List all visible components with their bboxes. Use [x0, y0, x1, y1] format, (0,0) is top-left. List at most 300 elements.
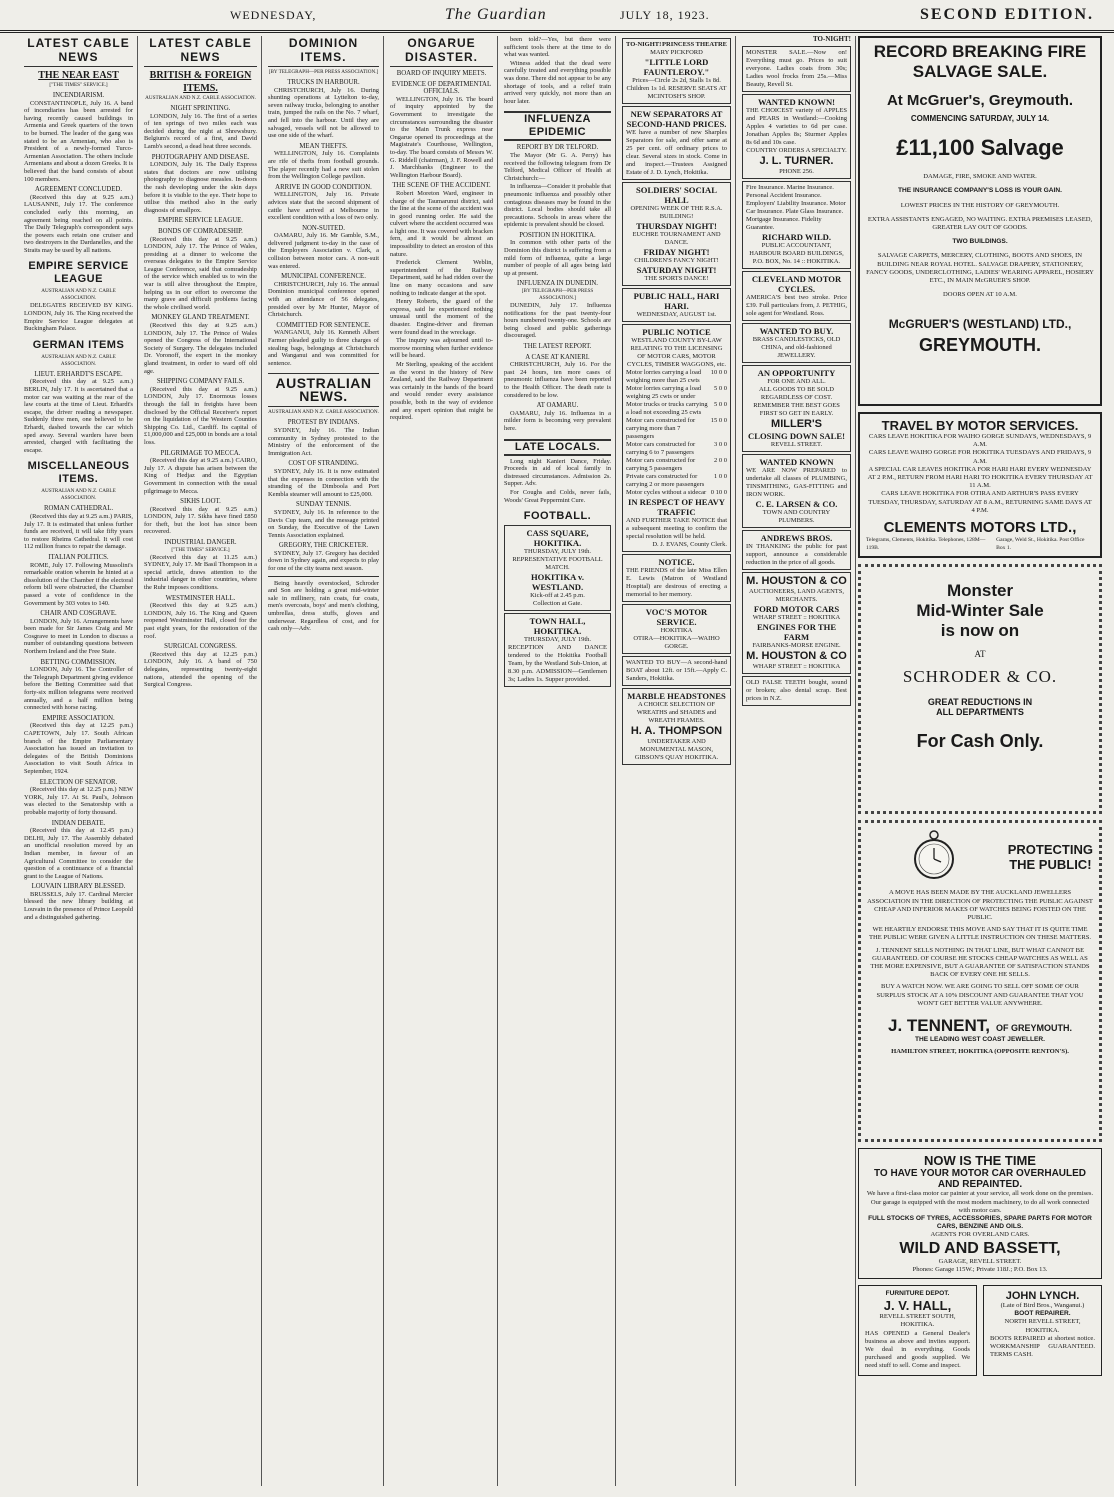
- ad-line: THE INSURANCE COMPANY'S LOSS IS YOUR GAIN.: [898, 187, 1062, 195]
- ad-line: GREAT REDUCTIONS IN: [927, 697, 1033, 708]
- motor-service-ad: [622, 604, 731, 654]
- article-body: (Received this day at 9.25 a.m.) PARIS, July 17. It is estimated that unless further funds are received, it will take fifty years to restore Rheims Cathedral. It will cost 112 million francs to repair the damage.: [24, 512, 133, 551]
- ad-line: REVELL STREET SOUTH, HOKITIKA.: [879, 1313, 956, 1329]
- dance-ad: [504, 613, 611, 687]
- article-body: BRUSSELS, July 17. Cardinal Mercier blessed the new library building at Louvain in the presence of Prince Leopold and a distinguished gathering.: [24, 890, 133, 921]
- credit-line: [BY TELEGRAPH—PER PRESS ASSOCIATION.]: [521, 288, 594, 302]
- ad-line: Mid-Winter Sale: [916, 601, 1044, 621]
- ad-line: Prices—Circle 2s 2d, Stalls 1s 8d. Children 1s 1d. RESERVE SEATS AT MCINTOSH'S SHOP.: [626, 77, 727, 100]
- ad-title: WANTED TO BUY.: [759, 325, 834, 336]
- article-title: CHAIR AND COSGRAVE.: [40, 610, 117, 618]
- ad-line: P.O. BOX, No. 14 :: HOKITIKA.: [752, 257, 841, 265]
- ad-line: At McGruer's, Greymouth.: [886, 92, 1074, 109]
- ad-line: CLOSING DOWN SALE!: [748, 430, 845, 441]
- masthead-paper-name: The Guardian: [445, 6, 547, 23]
- ad-line: IN THANKING the public for past support, announce a considerable reduction in the price of all goods.: [746, 542, 847, 566]
- ad-line: PHONE 256.: [779, 167, 814, 175]
- ad-line: CHILDREN'S FANCY NIGHT!: [634, 257, 719, 264]
- headstones-ad: [622, 688, 731, 765]
- article-body: (Received this day at 9.25 a.m.) LONDON, July 17. Sikhs have fined £850 for theft, but the loot has since been recovered.: [144, 505, 257, 536]
- ad-line: LOWEST PRICES IN THE HISTORY OF GREYMOUTH.: [900, 201, 1060, 209]
- ad-line: THE SPORTS DANCE!: [644, 275, 709, 282]
- ad-line: MARY PICKFORD: [650, 49, 703, 56]
- article-title: INFLUENZA IN DUNEDIN.: [517, 280, 598, 288]
- fee-label: Motor cars constructed for carrying 6 to 7 passengers: [626, 441, 696, 456]
- ad-line: J. TENNENT,: [887, 1016, 991, 1036]
- article-body: (Received this day at 9.25 a.m.) LONDON, July 17. The Prince of Wales opened the Congress of the International Society of Surgery. The delegates included Dr. Voronoff, the expert in the monkey gland treatment, in order to ward off old age.: [144, 322, 257, 375]
- pocket-watch-icon: [913, 829, 955, 881]
- article-body: (Received this day at 9.25 a.m.) CAIRO, July 17. A dispute has arisen between the King of Hedjaz and the Egyptian Government in connection with the usual pilgrimage to Mecca.: [144, 457, 257, 495]
- article-body: In common with other parts of the Dominion this district is suffering from a mild form of influenza, quite a large number of people of all ages being laid up at present.: [504, 239, 611, 277]
- ad-line: EXTRA ASSISTANTS ENGAGED, NO WAITING. EXTRA PREMISES LEASED, GREATER LAY OUT OF GOODS.: [867, 215, 1093, 232]
- article-title: INDIAN DEBATE.: [51, 819, 106, 827]
- ad-line: WE ARE NOW PREPARED to undertake all classes of PLUMBING, TINSMITHING, GAS-FITTING and IRON WORK.: [746, 466, 847, 498]
- ad-line: FAIRBANKS-MORSE ENGINE.: [752, 641, 841, 649]
- section-heading: ONGARUE DISASTER.: [390, 36, 493, 67]
- ad-line: Phones: Garage 115W.; Private 118J.; P.O. Box 13.: [912, 1265, 1048, 1273]
- article-body: (Received this day at 9.25 a.m.) LONDON, July 17. Enormous losses through the fall in freights have been disclosed by the Official Receiver's report on the liquidation of the Western Counties Shipping Co. Ltd., Cardiff. Its capital of £1,000,000 and £25,000 in bonds are a total loss.: [144, 385, 257, 446]
- section-subheading: BRITISH & FOREIGN ITEMS.: [149, 70, 252, 94]
- schroder-sale-ad: [858, 564, 1102, 814]
- ad-line: HOKITIKA v. WESTLAND.: [530, 572, 584, 593]
- article-body: CHRISTCHURCH, July 16. For the past 24 hours, ten more cases of pneumonic influenza have been reported to the Health Officer. The death rate is considered to be low.: [504, 361, 611, 399]
- ad-line: WE HEARTILY ENDORSE THIS MOVE AND SAY THAT IT IS QUITE TIME THE PUBLIC WERE GIVEN A LITTLE INSTRUCTION ON THESE MATTERS.: [868, 926, 1092, 942]
- section-heading: LATEST CABLE NEWS: [144, 36, 257, 67]
- article-body: (Received this day at 12.25 p.m.) CAPETOWN, July 17. South African branch of the Empire Parliamentary Association has issued an invitation to delegates of the British Dominions Association to visit South Africa in September, 1924.: [24, 722, 133, 775]
- ad-line: A SPECIAL CAR LEAVES HOKITIKA FOR HARI HARI EVERY WEDNESDAY AT 2 P.M., RETURN FROM HARI HARI TO HOKITIKA EVERY THURSDAY AT 11 A.M.: [867, 465, 1093, 490]
- column-6: [618, 36, 736, 1486]
- ad-line: H. A. THOMPSON: [630, 725, 723, 737]
- article-body: Frederick Clement Weblin, superintendent of the Railway Department, said he had ridden over the line on many occasions and saw nothing to indicate danger at the spot.: [390, 259, 493, 297]
- fee-row: [626, 473, 727, 489]
- section-heading: INFLUENZA EPIDEMIC: [504, 111, 611, 141]
- ad-line: MONSTER SALE.—Now on! Everything must go. Prices to suit everyone. Ladies coats from 30s; Ladies wool frocks from 25s.—Miss Beauty, Revell St.: [746, 48, 847, 88]
- ad-title: MARBLE HEADSTONES: [627, 691, 726, 701]
- article-title: AT OAMARU.: [536, 402, 579, 410]
- ad-line: BRASS CANDLESTICKS, OLD CHINA, and old-fashioned JEWELLERY.: [752, 335, 841, 359]
- ad-title: CASS SQUARE, HOKITIKA.: [526, 528, 589, 549]
- fee-amount: 2 0 0: [714, 457, 727, 464]
- article-title: TRUCKS IN HARBOUR.: [287, 79, 360, 86]
- credit-line: AUSTRALIAN AND N.Z. CABLE ASSOCIATION.: [41, 288, 116, 302]
- ad-title: TOWN HALL, HOKITIKA.: [529, 616, 586, 637]
- fee-label: Motor lorries carrying a load weighing 25 cwts or under: [626, 385, 702, 400]
- column-1: [20, 36, 138, 1486]
- credit-line: ["THE TIMES" SERVICE.]: [49, 82, 108, 88]
- ad-line: J. V. HALL,: [883, 1298, 952, 1314]
- article-title: SHIPPING COMPANY FAILS.: [156, 378, 245, 386]
- section-heading: FOOTBALL.: [523, 510, 592, 523]
- article-body: (Received this day at 9.25 a.m.) LAUSANNE, July 17. The conference concluded early this morning, an agreement being reached on all points. The Daily Telegraph's correspondent says the powers each retain one cruiser and two destroyers in the Dardanelles, and the Straits may be used by all nations.: [24, 193, 133, 254]
- credit-line: AUSTRALIAN AND N.Z. CABLE ASSOCIATION.: [145, 95, 256, 101]
- column-5: [500, 36, 616, 1486]
- ad-line: ALL DEPARTMENTS: [936, 707, 1024, 718]
- article-title: MEAN THEFTS.: [299, 142, 348, 150]
- article-body: DUNEDIN, July 17. Influenza notifications for the past twenty-four hours numbered twenty-one. Schools are being closed and public gatherings discouraged.: [504, 302, 611, 340]
- article-body: WANGANUI, July 16. Kenneth Albert Farmer pleaded guilty to three charges of stealing bags, belongings at Christchurch and Wanganui and was committed for sentence.: [268, 329, 379, 367]
- ad-line: OPENING WEEK OF THE R.S.A. BUILDING!: [630, 205, 723, 220]
- credit-line: [BY TELEGRAPH—PER PRESS ASSOCIATION.]: [268, 69, 379, 75]
- article-body: (Received this day at 12.25 p.m.) LONDON, July 16. A band of 750 delegates, representing twenty-eight nations, attended the opening of the Surgical Congress.: [144, 650, 257, 689]
- ad-line: WHARF STREET :: HOKITIKA: [752, 613, 841, 621]
- ad-line: BOOT REPAIRER.: [1014, 1310, 1071, 1318]
- article-body: WELLINGTON, July 16. The board of inquiry appointed by the Government to investigate the circumstances surrounding the disaster to the Main Trunk express near Ongarue opened its proceedings at the Magistrate's Courthouse, Wellington, to-day. The board consists of Messrs W. G. Riddell (chairman), J. F. Rowell and J. Marchbanks (Engineer to the Wellington Harbour Board).: [390, 95, 493, 179]
- ad-line: RECEPTION AND DANCE tendered to the Hokitika Football Team, by the Westland Sub-Union, at 8.30 p.m. ADMISSION—Gentlemen 3s; Ladies 1s. Supper provided.: [508, 644, 607, 684]
- article-body: CONSTANTINOPLE, July 16. A band of incendiaries has been arrested for having recently caused buildings in Armenia and Greek quarters of the town to be burned. The leader of the gang was stated to be an Armenian, who also is President of a newly-formed Turco-Armenian Association. The others include Armenians and about a dozen Greeks. It is believed that the band consists of about 100 members.: [24, 99, 133, 183]
- ad-title: WANTED KNOWN: [759, 456, 834, 467]
- fee-amount: 1 0 0: [714, 473, 727, 480]
- article-body: SYDNEY, July 16. In reference to the Davis Cup team, and the message printed on Sunday, the Executive of the Lawn Tennis Association explained.: [268, 508, 379, 539]
- ad-title: PUBLIC HALL, HARI HARI.: [633, 291, 720, 311]
- football-ad: [504, 525, 611, 611]
- article-title: ROMAN CATHEDRAL.: [43, 505, 114, 513]
- article-body: ROME, July 17. Following Mussolini's remarkable oration wherein he hinted at a dissolution of the Chamber if the electoral reform bill were obstructed, the Chamber passed a vote of confidence in the Government by 303 votes to 140.: [24, 561, 133, 607]
- fee-amount: 5 0 0: [714, 401, 727, 408]
- article-title: EMPIRE SERVICE LEAGUE.: [158, 217, 243, 225]
- ad-line: TO-NIGHT!: [813, 36, 851, 43]
- article-body: (Received this day at 11.25 a.m.) SYDNEY, July 17. Mr Basil Thompson in a special article, draws attention to the industrial danger in other countries, where the Ruhr imposes conditions.: [144, 553, 257, 592]
- article-body: Witness added that the dead were carefully treated and everything possible was done. There did not appear to be any shortage of tools, and a relief train arrived very quickly, not more than an hour later.: [504, 59, 611, 105]
- ad-line: J. TENNENT SELLS NOTHING IN THAT LINE, BUT WHAT CANNOT BE GUARANTEED. OF COURSE HE STOCKS CHEAP WATCHES AS WELL AS THE MORE EXPENSIVE, BUT A GUARANTEE OF SATISFACTION STANDS BACK OF EVERY ONE HE SELLS.: [870, 946, 1090, 979]
- ad-line: PUBLIC ACCOUNTANT,: [761, 241, 832, 249]
- ad-line: (Late of Bird Bros., Wanganui.): [1000, 1302, 1085, 1310]
- section-subheading: THE NEAR EAST: [38, 70, 119, 81]
- article-body: LONDON, July 16. The first of a series of ten springs of two miles each was decided during the night at Shrewsbury. Belgium's record of a first, and David Lamb's second, a dead heat three seconds.: [144, 112, 257, 150]
- article-title: ELECTION OF SENATOR.: [39, 778, 118, 786]
- masthead-date: JULY 18, 1923.: [620, 7, 710, 22]
- article-body: LONDON, July 16. The Daily Express states that doctors are now utilising photography to diagnose measles. In-doors the rash developing under the skin days before it is visible to the eye. Their hope to utilise this method also in the early diagnosis of smallpox.: [144, 161, 257, 214]
- article-body: SYDNEY, July 16. The Indian community in Sydney protested to the Ministry of the enforcement of the Immigration Act.: [268, 426, 379, 457]
- ad-line: WESTLAND COUNTY BY-LAW RELATING TO THE LICENSING OF MOTOR CARS, MOTOR CYCLES, TIMBER WAGGONS, etc.: [626, 337, 727, 368]
- credit-line: AUSTRALIAN AND N.Z. CABLE ASSOCIATION.: [41, 488, 116, 502]
- bylaw-notice: [622, 324, 731, 552]
- fee-label: Private cars constructed for carrying 2 or more passengers: [626, 473, 705, 488]
- ad-line: THURSDAY, JULY 19th.: [523, 636, 591, 644]
- fee-row: [626, 385, 727, 401]
- ad-line: SALVAGE CARPETS, MERCERY, CLOTHING, BOOTS AND SHOES, IN BUILDING NEAR ROYAL HOTEL. SALVAGE DRAPERY, STATIONERY, FANCY GOODS, UNDERCLOTHING, LADIES' WEARING APPAREL, HOSIERY ETC., IN MAIN McGRUER'S SHOP.: [866, 252, 1094, 285]
- ad-line: CARS LEAVE HOKITIKA FOR WAIHO GORGE SUNDAYS, WEDNESDAYS, 9 A.M.: [868, 433, 1092, 449]
- fee-schedule: [626, 369, 727, 497]
- ad-line: Garage, Weld St., Hokitika. Post Office Box 1.: [996, 537, 1085, 552]
- ad-line: AGENTS FOR OVERLAND CARS.: [930, 1231, 1030, 1239]
- fee-amount: 10 0 0: [710, 369, 727, 376]
- fee-label: Motor cycles without a sidecar: [626, 489, 707, 496]
- article-subtitle: A CASE AT KANIERI.: [525, 353, 590, 361]
- apples-ad: [742, 94, 851, 179]
- wanted-ad: [622, 656, 731, 686]
- article-title: SURGICAL CONGRESS.: [164, 643, 237, 651]
- article-title: MONKEY GLAND TREATMENT.: [151, 314, 250, 322]
- ad-title: SOLDIERS' SOCIAL HALL: [636, 185, 717, 205]
- article-title: PHOTOGRAPHY AND DISEASE.: [151, 153, 250, 161]
- houston-ad: [742, 572, 851, 674]
- article-subtitle: BONDS OF COMRADESHIP.: [158, 227, 243, 235]
- ad-line: THE PUBLIC!: [1009, 857, 1092, 873]
- wanted-to-buy-ad: [742, 323, 851, 363]
- article-body: (Received this day at 9.25 a.m.) BERLIN, July 17. It is ascertained that a motor car was waiting at the rear of the law courts at the time of Lieut. Erhardt's escape, the driver reading a newspaper. Suddenly three men, one believed to be Erhardt, dashed towards the car which sped away. Several warders have been arrested, charged with facilitating the escape.: [24, 378, 133, 454]
- ad-line: A CHOICE SELECTION OF WREATHS and SHADES and WREATH FRAMES.: [636, 701, 717, 724]
- ad-line: D. J. EVANS, County Clerk.: [652, 541, 727, 548]
- ad-line: WHARF STREET :: HOKITIKA: [752, 662, 841, 670]
- article-body: Long night Kanieri Dance, Friday. Proceeds in aid of local family in distressed circumstances. Admission 2s. Supper. Adv.: [504, 457, 611, 488]
- article-subtitle: REPORT BY DR TELFORD.: [516, 144, 599, 152]
- ad-line: GREYMOUTH.: [918, 335, 1041, 356]
- ad-line: HAMILTON STREET, HOKITIKA (OPPOSITE RENTON'S).: [891, 1048, 1069, 1056]
- ad-line: Collection at Gate.: [533, 600, 582, 608]
- article-title: POSITION IN HOKITIKA.: [519, 231, 596, 239]
- article-body: DELEGATES RECEIVED BY KING. LONDON, July 16. The King received the Empire Service League delegates at Buckingham Palace.: [24, 302, 133, 333]
- section-heading: LATEST CABLE NEWS: [24, 36, 133, 67]
- article-title: EMPIRE ASSOCIATION.: [42, 714, 115, 722]
- credit-line: ["THE TIMES" SERVICE.]: [171, 546, 230, 553]
- divider: [268, 576, 379, 577]
- fee-label: Motor cars constructed for carrying more than 7 passengers: [626, 417, 696, 440]
- ad-line: CLEMENTS MOTORS LTD.,: [883, 519, 1077, 537]
- rsa-ad: [622, 182, 731, 286]
- article-body: WELLINGTON, July 16. Private advices state that the second shipment of cattle have arrived at Melbourne in excellent condition with a loss of two only.: [268, 191, 379, 222]
- ad-line: COMMENCING SATURDAY, JULY 14.: [910, 114, 1050, 123]
- ad-line: SATURDAY NIGHT!: [636, 265, 717, 275]
- article-body: SYDNEY, July 16. It is now estimated that the expenses in connection with the stranding of the Dimboola and Port Kembla steamer will amount to £25,000.: [268, 467, 379, 498]
- right-advert-column: [858, 36, 1102, 1486]
- ad-title: AN OPPORTUNITY: [757, 367, 836, 378]
- ad-line: COUNTRY ORDERS A SPECIALTY.: [746, 146, 847, 154]
- ad-title: NOW IS THE TIME: [924, 1153, 1036, 1169]
- fee-label: Motor trucks or trucks carrying a load not exceeding 25 cwts: [626, 401, 708, 416]
- article-title: GREGORY, THE CRICKETER.: [278, 542, 369, 550]
- article-title: THE SCENE OF THE ACCIDENT.: [392, 182, 491, 190]
- article-subtitle: BOARD OF INQUIRY MEETS.: [396, 70, 487, 77]
- ad-line: THURSDAY NIGHT!: [636, 221, 717, 231]
- ad-line: WANTED TO BUY—A second-hand BOAT about 12ft. or 15ft.—Apply C. Sanders, Hokitika.: [626, 659, 727, 682]
- ad-title: CLEVELAND MOTOR CYCLES.: [751, 273, 842, 294]
- ad-line: OLD FALSE TEETH bought, sound or broken; also dental scrap. Best prices in N.Z.: [746, 678, 847, 702]
- ad-line: BOOTS REPAIRED at shortest notice. WORKMANSHIP GUARANTEED. TERMS CASH.: [990, 1334, 1095, 1359]
- ad-line: AUCTIONEERS, LAND AGENTS, MERCHANTS.: [749, 587, 844, 603]
- ad-line: FRIDAY NIGHT!: [643, 247, 710, 257]
- article-body: CHRISTCHURCH, July 16. The annual Dominion municipal conference opened with an attendance of 56 delegates, presided over by Mr Hunter, Mayor of Christchurch.: [268, 280, 379, 319]
- ad-line: We have a first-class motor car painter at your service, all work done on the premises.: [866, 1190, 1094, 1198]
- monster-sale-ad: [742, 46, 851, 92]
- ad-line: FORD MOTOR CARS: [753, 603, 840, 614]
- ad-title: TRAVEL BY MOTOR SERVICES.: [881, 418, 1079, 433]
- article-title: PROTEST BY INDIANS.: [287, 419, 360, 427]
- ad-title: M. HOUSTON & CO: [746, 574, 847, 587]
- article-title: ITALIAN POLITICS.: [48, 553, 109, 561]
- ad-line: GARAGE, REVELL STREET.: [938, 1257, 1022, 1265]
- article-body: LONDON, July 16. The Controller of the Telegraph Department giving evidence before the Betting Committee said that forty-six million telegrams were received annually, and a half million being connected with horse racing.: [24, 666, 133, 712]
- ad-line: PROTECTING: [1007, 842, 1093, 858]
- ad-line: NORTH REVELL STREET, HOKITIKA.: [1004, 1318, 1081, 1334]
- hall-furniture-ad: [858, 1285, 977, 1376]
- ad-line: TO-NIGHT!: [626, 41, 662, 48]
- ad-line: IN RESPECT OF HEAVY TRAFFIC: [627, 497, 726, 517]
- article-body: Robert Moreton Ward, engineer in charge of the Taumarunui district, said the line at the scene of the accident was in good running order. He said the culvert where the accident occurred was a light one. It was covered with bracken fern, and it would be almost an impossibility to detect an erosion of this nature.: [390, 189, 493, 258]
- tennent-jeweller-ad: [858, 820, 1102, 1142]
- ad-line: Monster: [946, 581, 1014, 601]
- andrews-ad: [742, 530, 851, 570]
- article-subtitle: EVIDENCE OF DEPARTMENTAL OFFICIALS.: [391, 80, 492, 96]
- article-title: INCENDIARISM.: [52, 92, 105, 99]
- column-2: [140, 36, 262, 1486]
- plumbing-ad: [742, 454, 851, 528]
- ad-line: MILLER'S: [771, 417, 822, 430]
- article-body: WELLINGTON, July 16. Complaints are rife of thefts from football grounds. The player recently had a new suit stolen from the Wellington College pavilion.: [268, 150, 379, 181]
- ad-line: ALL GOODS TO BE SOLD REGARDLESS OF COST.: [759, 385, 834, 401]
- article-body: (Received this day at 9.25 a.m.) LONDON, July 17. The Prince of Wales, presiding at a dinner to welcome the overseas delegates to the Empire Service League Conference, said that comradeship of the service which enabled us to win the war is still alive throughout the Empire, helping us in our effort to overcome the many grave and difficult problems facing the whole civilised world.: [144, 235, 257, 311]
- article-title: INDUSTRIAL DANGER.: [164, 539, 237, 547]
- column-3: [264, 36, 384, 1486]
- fee-row: [626, 369, 727, 385]
- article-body: OAMARU, July 16. Mr Gamble, S.M., delivered judgment to-day in the case of the Employers Association v. Clark, a collision between motor cars. A non-suit was entered.: [268, 232, 379, 270]
- ad-line: EUCHRE TOURNAMENT AND DANCE.: [632, 231, 721, 246]
- notice-ad: [622, 554, 731, 602]
- article-title: COST OF STRANDING.: [288, 460, 359, 468]
- fee-row: [626, 401, 727, 417]
- article-body: Being heavily overstocked, Schroder and Son are holding a great mid-winter sale in millinery, rain coats, fur coats, men's overcoats, boys' and men's clothing, umbrellas, dress stuffs, gloves and underwear. Regardless of cost, and for cash only—Adv.: [268, 579, 379, 633]
- ad-line: DAMAGE, FIRE, SMOKE AND WATER.: [923, 173, 1037, 181]
- ad-title: PUBLIC NOTICE: [642, 327, 711, 337]
- ad-line: SCHRODER & CO.: [902, 667, 1058, 687]
- ad-line: THE CHOICEST variety of APPLES and PEARS in Westland:—Cooking Apples 4 varieties to 6d per case. Jonathan Apples 8s; Sturmer Apples 8s 6d and 10s case.: [746, 106, 847, 146]
- article-body: Henry Roberts, the guard of the express, said he experienced nothing unusual until the moment of the disaster. Engine-driver and fireman were found dead in the wreckage.: [390, 298, 493, 336]
- ad-line: WEDNESDAY, AUGUST 1st.: [636, 311, 717, 318]
- ad-line: £11,100 Salvage: [896, 135, 1064, 161]
- fee-row: [626, 417, 727, 441]
- ad-line: McGRUER'S (WESTLAND) LTD.,: [888, 317, 1072, 332]
- masthead-day: WEDNESDAY,: [230, 7, 317, 22]
- ad-line: HAS OPENED a General Dealer's business as above and invites support. We deal in everything. Goods purchased and goods supplied. We need stuff to sell. Come and inspect.: [865, 1329, 970, 1370]
- fee-amount: 5 0 0: [714, 385, 727, 392]
- article-title: LOUVAIN LIBRARY BLESSED.: [31, 883, 126, 891]
- ad-line: HARBOUR BOARD BUILDINGS,: [749, 249, 844, 257]
- separator-ad: [622, 106, 731, 180]
- section-heading: AUSTRALIAN NEWS.: [268, 373, 379, 407]
- ad-line: OTIRA—HOKITIKA—WAIHO GORGE.: [633, 635, 720, 650]
- ad-line: WE have a number of new Sharples Separators for sale, and offer same at 25 per cent. off ordinary prices to clear. Several sizes in stock. Come in and inspect.—Trustees Assigned Estate of J. D. Lynch, Hokitika.: [626, 129, 727, 176]
- article-title: THE LATEST REPORT.: [523, 343, 592, 350]
- teeth-ad: [742, 676, 851, 706]
- section-heading: EMPIRE SERVICE LEAGUE: [28, 260, 129, 286]
- wild-bassett-ad: [858, 1148, 1102, 1279]
- ad-line: CARS LEAVE HOKITIKA FOR OTIRA AND ARTHUR'S PASS EVERY TUESDAY, THURSDAY, SATURDAY AT 8 A.M., RETURNING SAME DAYS AT 4 P.M.: [868, 490, 1092, 514]
- ad-line: AT: [974, 649, 986, 660]
- column-7: [738, 36, 856, 1486]
- ad-line: Telegrams, Clements, Hokitika. Telephones, 128M—119B.: [866, 537, 986, 552]
- masthead: [0, 0, 1114, 33]
- ad-line: DOORS OPEN AT 10 A.M.: [943, 291, 1017, 299]
- article-title: MUNICIPAL CONFERENCE.: [281, 273, 366, 281]
- ad-line: PRINCESS THEATRE: [662, 41, 727, 48]
- ad-line: C. E. LARSEN & CO.: [755, 498, 838, 509]
- ad-title: VOC'S MOTOR SERVICE.: [645, 607, 708, 627]
- article-body: In influenza—Consider it probable that pneumonic influenza and possibly other contagious diseases may be found in the district. Local bodies should take all precautions. Schools in areas where the epidemic is prevalent should be closed.: [504, 183, 611, 229]
- fee-amount: 3 0 0: [714, 441, 727, 448]
- fee-label: Motor lorries carrying a load weighing more than 25 cwts: [626, 369, 702, 384]
- fee-amount: 15 0 0: [710, 417, 727, 424]
- ad-line: AND FURTHER TAKE NOTICE that a subsequent meeting to confirm the special resolution will be held.: [626, 517, 727, 540]
- ad-line: TO HAVE YOUR MOTOR CAR OVERHAULED AND REPAINTED.: [873, 1168, 1087, 1191]
- millers-sale-ad: [742, 365, 851, 452]
- ad-title: "LITTLE LORD FAUNTLEROY.": [643, 57, 710, 77]
- article-body: (Received this day at 12.45 p.m.) DELHI, July 17. The Assembly debated an unofficial resolution moved by an Indian member, in favour of an Agricultural Committee to consider the question of a continuance of a financial grant to the League of Nations.: [24, 827, 133, 880]
- fee-amount: 0 10 0: [710, 489, 727, 496]
- ad-line: FOR ONE AND ALL.: [767, 377, 826, 385]
- ad-line: REMEMBER THE BEST GOES FIRST SO GET IN EARLY.: [753, 401, 840, 417]
- theatre-ad: [622, 38, 731, 104]
- ad-title: RECORD BREAKING FIRE SALVAGE SALE.: [873, 42, 1087, 81]
- section-heading: LATE LOCALS.: [504, 439, 611, 456]
- ad-line: REPRESENTATIVE FOOTBALL MATCH.: [512, 556, 603, 572]
- ad-title: FURNITURE DEPOT.: [885, 1290, 950, 1298]
- ad-line: For Cash Only.: [916, 731, 1044, 752]
- article-body: SYDNEY, July 17. Gregory has decided down in Sydney again, and expects to play for one of the city teams next season.: [268, 549, 379, 573]
- fee-label: Motor cars constructed for carrying 5 passengers: [626, 457, 696, 472]
- article-body: (Received this day at 9.25 a.m.) LONDON, July 16. The King and Queen reopened Westminster Hall, closed for the past eight years, for the restoration of the roof.: [144, 602, 257, 640]
- article-body: CHRISTCHURCH, July 16. During shunting operations at Lyttelton to-day, seven railway trucks, belonging to another train, jumped the rails on the No. 7 wharf, and fell into the harbour. Until they are salvaged, vessels will not be allowed to use one side of the wharf.: [268, 86, 379, 140]
- article-body: For Coughs and Colds, never fails, Woods' Great Peppermint Cure.: [504, 488, 611, 504]
- article-title: COMMITTED FOR SENTENCE.: [276, 321, 371, 329]
- ad-line: BUY A WATCH NOW. WE ARE GOING TO SELL OFF SOME OF OUR SURPLUS STOCK AT A 10% DISCOUNT AND GUARANTEE THAT YOU WON'T GET BETTER VALUE ANYWHERE.: [876, 983, 1084, 1007]
- article-body: The inquiry was adjourned until to-morrow morning when further evidence will be heard.: [390, 337, 493, 360]
- ad-line: Fire Insurance. Marine Insurance. Personal Accident Insurance. Employers' Liability Insurance. Motor Car Insurance. Plate Glass Insurance. Mortgage Insurance. Fidelity Guarantee.: [746, 183, 846, 231]
- fee-row: [626, 457, 727, 473]
- ad-title: JOHN LYNCH.: [1005, 1290, 1080, 1303]
- ad-line: TWO BUILDINGS.: [952, 238, 1008, 246]
- hall-ad: [622, 288, 731, 322]
- ad-line: A MOVE HAS BEEN MADE BY THE AUCKLAND JEWELLERS ASSOCIATION IN THE DIRECTION OF PROTECTING THE PUBLIC AGAINST CHEAP AND INFERIOR MAKES OF WATCHES BEING FOISTED ON THE PUBLIC.: [867, 889, 1093, 922]
- ad-line: UNDERTAKER AND MONUMENTAL MASON, GIBSON'S QUAY HOKITIKA.: [634, 738, 719, 761]
- article-body: Mr Sterling, speaking of the accident as the worst in the history of New Zealand, said the Railway Department was certainly in the hands of the board and would render every assistance possible, both in the way of evidence and any expert opinion that might be required.: [390, 360, 493, 422]
- masthead-edition: SECOND EDITION.: [919, 6, 1094, 23]
- article-body: The Mayor (Mr G. A. Perry) has received the following telegram from Dr Telford, Medical Officer of Health at Christchurch:—: [504, 151, 611, 182]
- article-title: AGREEMENT CONCLUDED.: [34, 186, 123, 194]
- article-title: LIEUT. ERHARDT'S ESCAPE.: [34, 370, 123, 378]
- ad-line: Our garage is equipped with the most modern machinery, to do all work connected with motor cars.: [870, 1198, 1090, 1214]
- ad-line: ENGINES FOR THE FARM: [756, 621, 837, 642]
- ad-line: OF GREYMOUTH.: [996, 1023, 1073, 1034]
- article-title: WESTMINSTER HALL.: [165, 594, 236, 602]
- ad-line: THE FRIENDS of the late Miss Ellen E. Lewis (Matron of Westland Hospital) are desirous of erecting a memorial to her memory.: [626, 567, 727, 598]
- article-body: OAMARU, July 16. Influenza in a milder form is becoming very prevalent here.: [504, 409, 611, 432]
- ad-line: WILD AND BASSETT,: [899, 1239, 1061, 1257]
- ad-title: ANDREWS BROS.: [760, 532, 833, 543]
- insurance-ad: [742, 181, 851, 269]
- credit-line: AUSTRALIAN AND N.Z. CABLE ASSOCIATION.: [268, 409, 379, 416]
- article-title: SIKHS LOOT.: [180, 498, 221, 506]
- article-title: BETTING COMMISSION.: [40, 658, 117, 666]
- article-title: NON-SUITED.: [302, 224, 345, 232]
- article-body: LONDON, July 16. Arrangements have been made for Sir James Craig and Mr Cosgrave to meet in London to discuss a number of outstanding questions between Northern Ireland and the Free State.: [24, 617, 133, 656]
- article-title: SUNDAY TENNIS.: [296, 501, 351, 509]
- section-heading: DOMINION ITEMS.: [268, 36, 379, 67]
- ad-line: TOWN AND COUNTRY PLUMBERS.: [762, 508, 831, 524]
- lynch-boots-ad: [983, 1285, 1102, 1376]
- ad-line: HOKITIKA: [660, 627, 693, 634]
- cycles-ad: [742, 271, 851, 321]
- section-heading: GERMAN ITEMS: [32, 338, 125, 351]
- ad-title: NEW SEPARATORS AT SECOND-HAND PRICES.: [626, 109, 727, 129]
- credit-line: AUSTRALIAN AND N.Z. CABLE ASSOCIATION.: [41, 353, 116, 367]
- salvage-sale-ad: [858, 36, 1102, 406]
- ad-line: CARS LEAVE WAIHO GORGE FOR HOKITIKA TUESDAYS AND FRIDAYS, 9 A.M.: [868, 449, 1092, 465]
- ad-title: NOTICE.: [658, 557, 695, 567]
- article-title: NIGHT SPRINTING.: [170, 105, 231, 112]
- article-body: (Received this day at 12.25 p.m.) NEW YORK, July 17. At St. Paul's, Johnson was elected to the Senatorship with a probable majority of forty thousand.: [24, 786, 133, 816]
- article-body: been told?—Yes, but there were sufficient tools there at the time to do what was wanted.: [504, 36, 611, 59]
- ad-line: FULL STOCKS OF TYRES, ACCESSORIES, SPARE PARTS FOR MOTOR CARS, BENZINE AND OILS.: [868, 1215, 1092, 1231]
- ad-line: Kick-off at 2.45 p.m.: [530, 592, 585, 600]
